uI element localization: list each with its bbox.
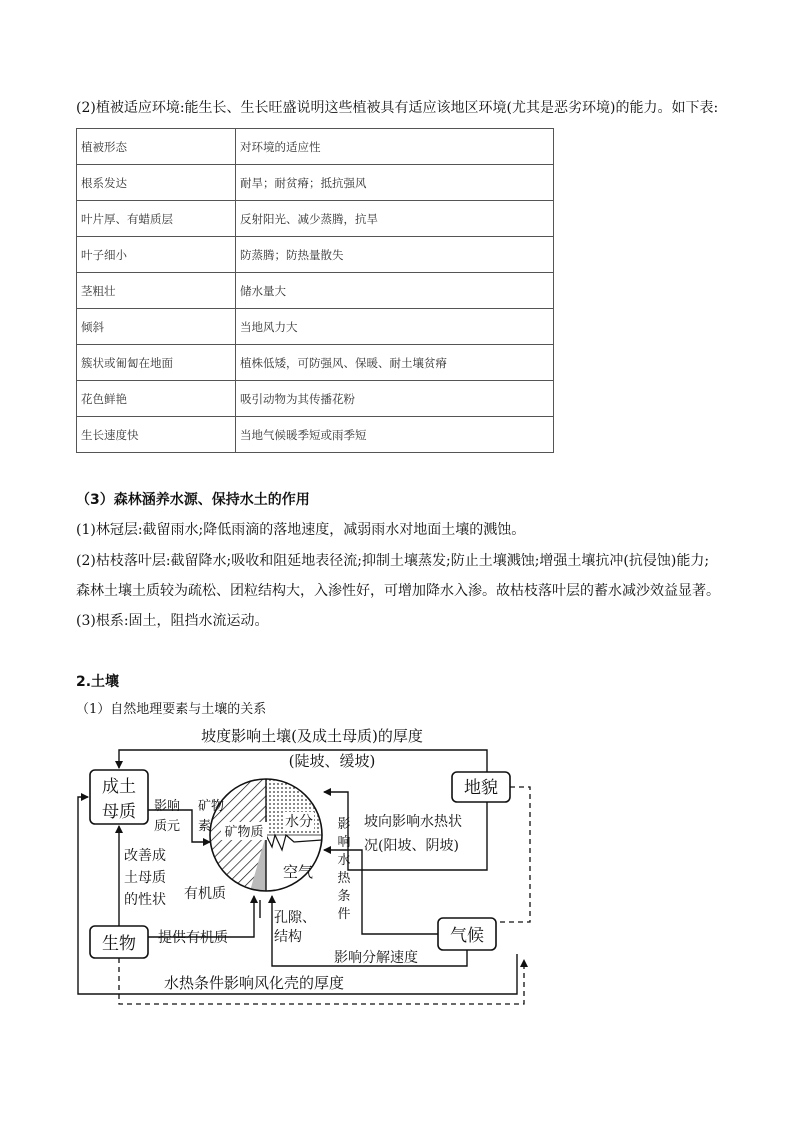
table-cell-form: 簇状或匍匐在地面 [77, 345, 236, 381]
table-row [77, 273, 554, 309]
svg-text:件: 件 [337, 907, 351, 922]
provide-organic-label: 提供有机质 [158, 930, 228, 946]
weathering-label: 水热条件影响风化壳的厚度 [164, 974, 345, 992]
table-cell-form: 茎粗壮 [77, 273, 236, 309]
svg-text:气候: 气候 [450, 926, 484, 946]
dashed-connectors [119, 787, 530, 1004]
aspect-label-2: 况(阳坡、阴坡) [364, 838, 459, 854]
slope-types-label: (陡坡、缓坡) [288, 752, 376, 770]
table-row [77, 165, 554, 201]
mineral-element-side-1: 矿物 [198, 799, 225, 814]
table-cell-form: 生长速度快 [77, 417, 236, 453]
table-cell-adaptation: 耐旱；耐贫瘠；抵抗强风 [236, 165, 554, 201]
table-cell-adaptation: 植株低矮，可防强风、保暖、耐土壤贫瘠 [236, 345, 554, 381]
table-cell-adaptation: 吸引动物为其传播花粉 [236, 381, 554, 417]
intro-paragraph: (2)植被适应环境:能生长、生长旺盛说明这些植被具有适应该地区环境(尤其是恶劣环境)的能力。如下表: [76, 100, 719, 116]
mineral-label: 矿物质 [224, 825, 264, 840]
svg-text:影: 影 [337, 817, 351, 832]
svg-text:条: 条 [337, 889, 351, 904]
svg-text:水: 水 [337, 853, 351, 868]
table-row [77, 417, 554, 453]
improve-label [124, 847, 166, 908]
table-cell-form: 倾斜 [77, 309, 236, 345]
decomposition-label: 影响分解速度 [334, 950, 418, 966]
mineral-element-label-1: 影响 [154, 799, 181, 814]
table-row [77, 237, 554, 273]
forest-heading: （3）森林涵养水源、保持水土的作用 [76, 492, 310, 508]
table-cell-form: 花色鲜艳 [77, 381, 236, 417]
mineral-element-label-2: 质元 [154, 819, 181, 834]
table-row [77, 309, 554, 345]
parent-material-box [90, 770, 148, 824]
table-cell-adaptation: 当地风力大 [236, 309, 554, 345]
table-cell-form: 植被形态 [77, 129, 236, 165]
soil-heading: 2.土壤 [76, 674, 120, 690]
pores-label-1: 孔隙、 [274, 910, 316, 926]
svg-text:热: 热 [337, 871, 351, 886]
table-row [77, 201, 554, 237]
air-label: 空气 [282, 863, 314, 881]
svg-text:的性状: 的性状 [124, 892, 166, 908]
forest-item-4: (3)根系:固土，阻挡水流运动。 [76, 613, 269, 629]
forest-item-3: 森林土壤土质较为疏松、团粒结构大，入渗性好，可增加降水入渗。故枯枝落叶层的蓄水减沙效益显著。 [76, 583, 720, 599]
biology-box [90, 926, 148, 958]
table-row [77, 381, 554, 417]
svg-text:生物: 生物 [102, 934, 136, 954]
organic-matter-label: 有机质 [184, 886, 226, 902]
water-label: 水分 [285, 814, 313, 830]
soil-factors-diagram [72, 722, 532, 1014]
svg-text:母质: 母质 [102, 802, 136, 822]
table-cell-adaptation: 储水量大 [236, 273, 554, 309]
table-cell-adaptation: 当地气候暖季短或雨季短 [236, 417, 554, 453]
svg-text:地貌: 地貌 [464, 778, 498, 798]
forest-item-2: (2)枯枝落叶层:截留降水;吸收和阻延地表径流;抑制土壤蒸发;防止土壤溅蚀;增强土壤抗冲(抗侵蚀)能力; [76, 553, 710, 569]
table-cell-form: 叶片厚、有蜡质层 [77, 201, 236, 237]
vegetation-adaptation-table [76, 128, 554, 453]
table-cell-form: 叶子细小 [77, 237, 236, 273]
aspect-label-1: 坡向影响水热状 [364, 814, 462, 830]
table-header-row [77, 129, 554, 165]
svg-text:响: 响 [337, 835, 351, 850]
landform-box [452, 772, 510, 802]
soil-subheading: （1）自然地理要素与土壤的关系 [76, 702, 267, 717]
table-row [77, 345, 554, 381]
table-cell-adaptation: 对环境的适应性 [236, 129, 554, 165]
table-cell-adaptation: 防蒸腾；防热量散失 [236, 237, 554, 273]
forest-item-1: (1)林冠层:截留雨水;降低雨滴的落地速度，减弱雨水对地面土壤的溅蚀。 [76, 522, 526, 538]
svg-text:成土: 成土 [102, 777, 136, 797]
table-cell-adaptation: 反射阳光、减少蒸腾，抗旱 [236, 201, 554, 237]
mineral-element-side-2: 素 [198, 819, 212, 834]
pores-label-2: 结构 [274, 929, 302, 945]
svg-text:土母质: 土母质 [124, 870, 166, 886]
soil-composition-circle [210, 779, 322, 891]
table-cell-form: 根系发达 [77, 165, 236, 201]
svg-text:改善成: 改善成 [124, 848, 166, 864]
slope-thickness-label: 坡度影响土壤(及成土母质)的厚度 [201, 727, 423, 745]
climate-box [438, 918, 496, 950]
